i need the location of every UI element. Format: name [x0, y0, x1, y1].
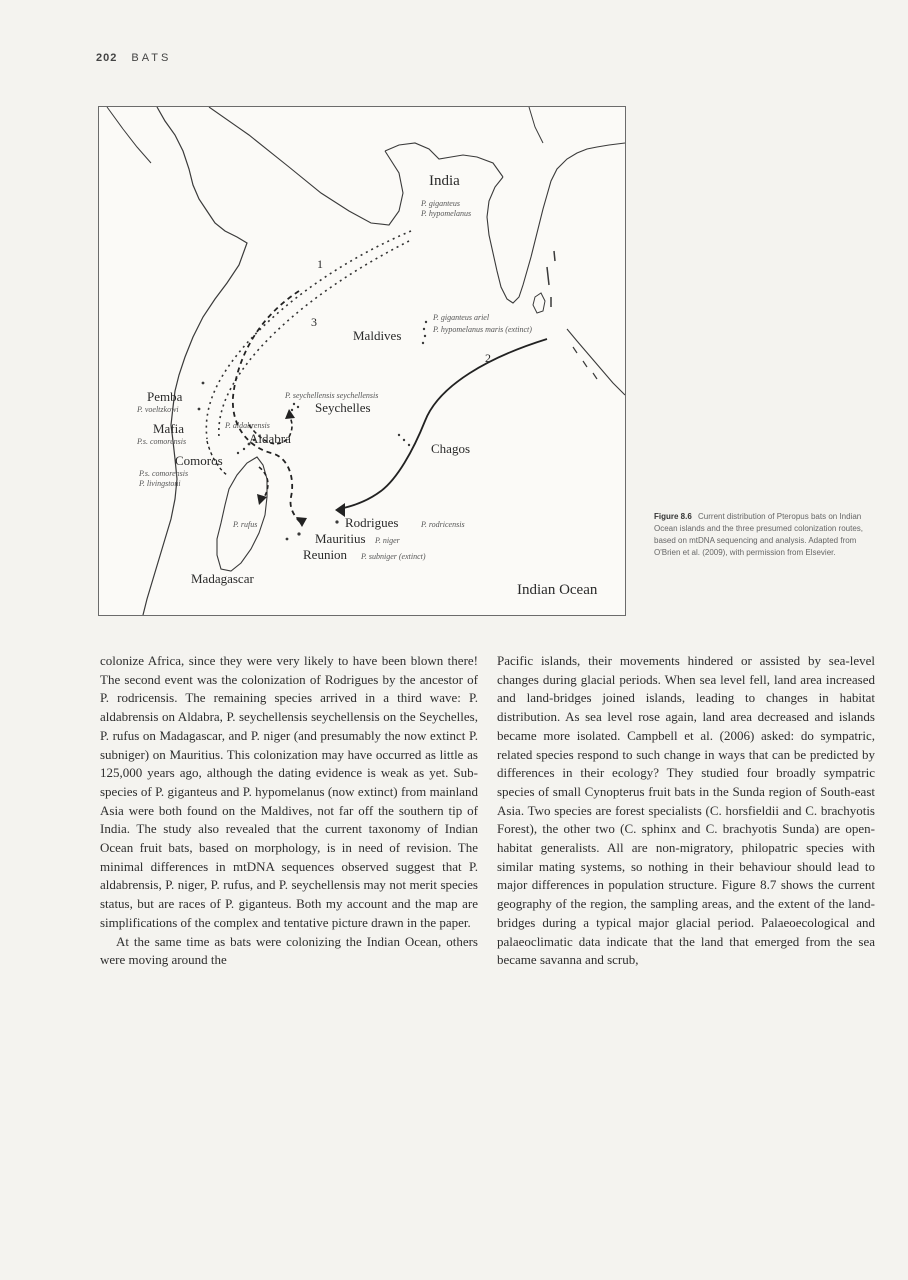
label-rodrigues-species: P. rodricensis [421, 520, 465, 529]
andaman-islands [547, 251, 555, 307]
label-pemba-species: P. voeltzkowi [137, 405, 179, 414]
label-madagascar: Madagascar [191, 571, 254, 586]
label-mauritius: Mauritius [315, 531, 366, 546]
figure-caption [654, 511, 864, 559]
india-coastline [487, 143, 625, 303]
asia-coastline [385, 143, 503, 177]
body-paragraph: Pacific islands, their movements hindered or assisted by sea-level changes during glacial periods. When sea level fell, land area increased and land-bridges joined islands, leading to changes in habitat distribution. As sea level rose again, land area decreased and islands became more isolated. Campbell et al. (2006) asked: do sympatric, related species respond to such change in ways that can be predicted by differences in their ecology? They studied four broadly sympatric species of small Cynopterus fruit bats in the Sunda region of South-east Asia. Two species are forest specialists (C. horsfieldii and C. brachyotis Forest), the other two (C. sphinx and C. brachyotis Sunda) are open-habitat generalists. All are non-migratory, philopatric species with similar mating systems, so nothing in their behaviour should lead to major differences in population structure. Figure 8.7 shows the current geography of the region, the sampling areas, and the extent of the land-bridges during a typical major glacial period. Palaeoecological and palaeoclimatic data indicate that the land that emerged from the sea became savanna and scrub, [497, 653, 875, 968]
label-rufus: P. rufus [233, 520, 258, 529]
label-route-3: 3 [311, 315, 317, 329]
body-column-left [100, 652, 478, 970]
figure-map [98, 106, 626, 616]
label-comoros-species-1: P.s. comorensis [139, 469, 189, 478]
myanmar-coastline [529, 107, 543, 143]
label-india-species-2: P. hypomelanus [421, 209, 472, 218]
label-pemba: Pemba [147, 389, 183, 404]
sumatra-islands [573, 347, 597, 379]
body-paragraph: At the same time as bats were colonizing the Indian Ocean, others were moving around the [100, 933, 478, 968]
label-indian-ocean: Indian Ocean [517, 582, 598, 598]
label-reunion-species: P. subniger (extinct) [361, 552, 426, 561]
route-2-arrow [335, 503, 345, 517]
route-2-line [339, 339, 547, 509]
running-head-title: BATS [131, 52, 172, 64]
label-comoros-species-2: P. livingstoni [139, 479, 181, 488]
route-3-arrow-aldabra [285, 409, 295, 419]
arabia-coastline [209, 107, 403, 225]
label-comoros: Comoros [175, 453, 223, 468]
page-number: 202 [96, 52, 118, 64]
label-seychelles-species: P. seychellensis seychellensis [285, 391, 379, 400]
island-dots [198, 321, 428, 541]
madagascar-outline [217, 457, 267, 571]
label-maldives: Maldives [353, 328, 402, 343]
label-mafia: Mafia [153, 421, 185, 436]
label-aldabra: Aldabra [249, 431, 291, 446]
label-seychelles: Seychelles [315, 400, 371, 415]
label-india-species-1: P. giganteus [421, 199, 460, 208]
label-india: India [429, 173, 460, 189]
label-rodrigues: Rodrigues [345, 515, 399, 530]
running-header [96, 52, 171, 64]
label-chagos: Chagos [431, 441, 470, 456]
label-mafia-species: P.s. comorensis [137, 437, 187, 446]
label-mauritius-species: P. niger [375, 536, 400, 545]
route-3-arrow [296, 517, 307, 527]
sri-lanka-outline [533, 293, 545, 313]
body-paragraph: colonize Africa, since they were very likely to have been blown there! The second event was the colonization of Rodrigues by the ancestor of P. rodricensis. The remaining species arrived in a third wave: P. aldabrensis on Aldabra, P. seychellensis seychellensis on the Seychelles, P. rufus on Madagascar, and P. niger (and presumably the now extinct P. subniger) on Mauritius. This colonization may have occurred as little as 125,000 years ago, although the dating evidence is weak as yet. Sub-species of P. giganteus and P. hypomelanus (now extinct) from mainland Asia were both found on the Maldives, not far off the southern tip of India. The study also revealed that the current taxonomy of Indian Ocean fruit bats, based on morphology, is in need of revision. The minimal differences in mtDNA sequences observed suggest that P. aldabrensis, P. niger, P. rufus, and P. seychellensis may not merit species status, but are races of P. giganteus. Both my account and the map are simplifications of the complex and tentative picture drawn in the paper. [100, 653, 478, 930]
body-column-right [497, 652, 875, 970]
figure-caption-id: Figure 8.6 [654, 512, 692, 521]
sumatra-coastline [567, 329, 625, 395]
figure-caption-text: Current distribution of Pteropus bats on Indian Ocean islands and the three presumed colonization routes, based on mtDNA sequencing and analysis. Adapted from O'Brien et al. (2009), with permission from Elsevier. [654, 512, 864, 557]
label-reunion: Reunion [303, 547, 348, 562]
label-maldives-species-1: P. giganteus ariel [433, 313, 490, 322]
label-route-1: 1 [317, 257, 323, 271]
label-aldabra-species: P. aldabrensis [225, 421, 270, 430]
red-sea-line [107, 107, 151, 163]
label-route-2: 2 [485, 351, 491, 365]
label-maldives-species-2: P. hypomelanus maris (extinct) [433, 325, 532, 334]
